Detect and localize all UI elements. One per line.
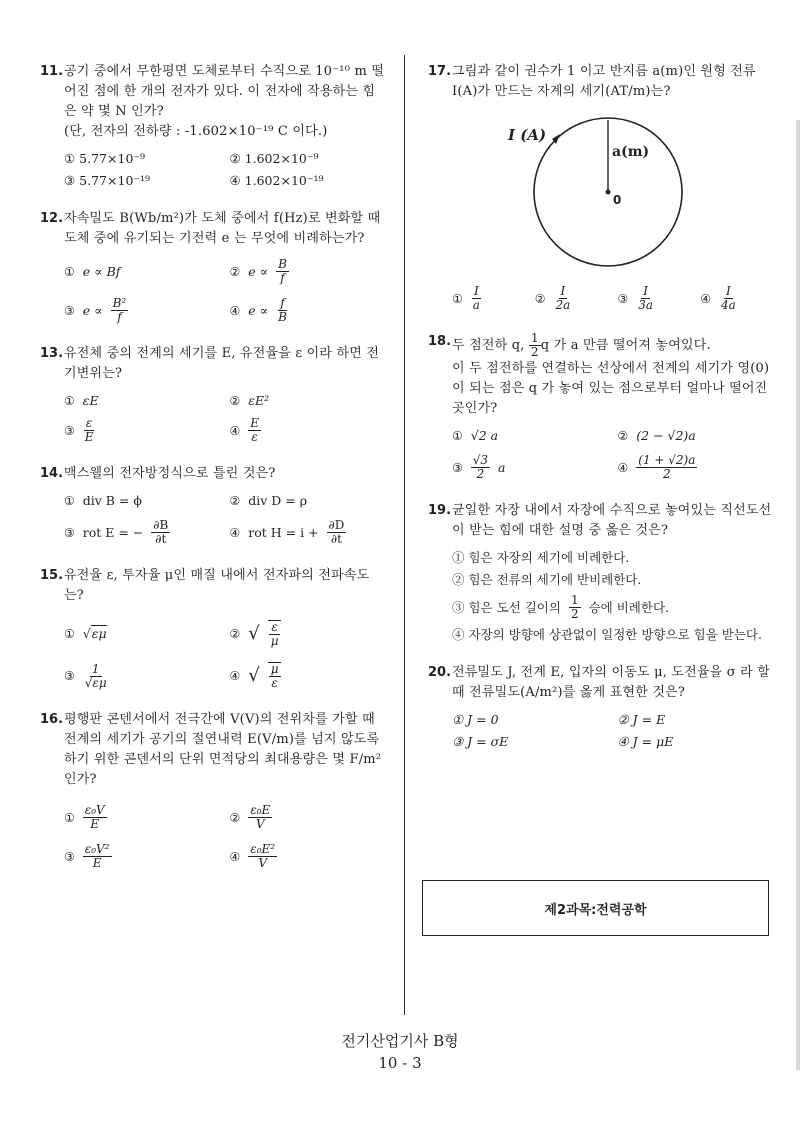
- option-2[interactable]: ② J = E: [617, 712, 666, 727]
- question-text: 이 두 점전하를 연결하는 선상에서 전계의 세기가 영(0)이 되는 점은 q 가 놓여 있는 점으로부터 얼마나 떨어진 곳인가?: [452, 361, 770, 416]
- question-19: [428, 501, 773, 643]
- question-text: 공기 중에서 무한평면 도체로부터 수직으로 10⁻¹⁰ m 떨어진 점에 한 개의 전자가 있다. 이 전자에 작용하는 힘은 약 몇 N 인가?: [64, 64, 385, 119]
- option-2[interactable]: ② $\frac{I}{2a}$: [534, 284, 571, 312]
- fraction: $\frac{E}{\varepsilon}$: [250, 416, 260, 444]
- right-column: [428, 62, 773, 770]
- question-number: 19.: [428, 503, 452, 518]
- center-label: 0: [613, 193, 622, 207]
- question-11: [40, 62, 385, 189]
- exam-title: 전기산업기사 B형: [341, 1032, 459, 1050]
- fraction: $\frac{f}{B}$: [278, 296, 287, 324]
- question-16: [40, 710, 385, 870]
- question-number: 14.: [40, 466, 64, 481]
- fraction: $\frac{1}{2}$: [530, 331, 539, 359]
- fraction: $\frac{I}{3a}$: [638, 284, 654, 312]
- option-2[interactable]: ② √ $\frac{\varepsilon}{\mu}$: [229, 620, 279, 648]
- option-3[interactable]: ③ $\frac{\varepsilon}{E}$: [64, 416, 94, 444]
- question-text: 유전율 ε, 투자율 μ인 매질 내에서 전자파의 전파속도는?: [64, 568, 370, 603]
- option-3[interactable]: ③ e ∝ $\frac{\text{B²}}{f}$: [64, 296, 127, 324]
- question-note: (단, 전자의 전하량 : -1.602×10⁻¹⁹ C 이다.): [64, 124, 328, 139]
- radius-label: a(m): [612, 144, 650, 160]
- option-1[interactable]: ① e ∝ Bf: [64, 263, 121, 279]
- option-2[interactable]: ② (2 − √2)a: [617, 428, 696, 443]
- option-2[interactable]: ② $\frac{\text{ε₀E}}{V}$: [229, 803, 271, 831]
- option-2[interactable]: ② 1.602×10⁻⁹: [229, 151, 319, 166]
- fraction: $\frac{\text{ε₀E}}{V}$: [250, 803, 271, 831]
- option-1[interactable]: ① 5.77×10⁻⁹: [64, 151, 145, 166]
- option-3[interactable]: ③ J = σE: [452, 734, 509, 749]
- column-divider: [404, 55, 405, 1015]
- option-1[interactable]: ① J = 0: [452, 712, 499, 727]
- circular-loop-diagram: [452, 112, 752, 272]
- question-text: 맥스웰의 전자방정식으로 틀린 것은?: [64, 466, 276, 481]
- question-text: 자속밀도 B(Wb/m²)가 도체 중에서 f(Hz)로 변화할 때 도체 중에 유기되는 기전력 e 는 무엇에 비례하는가?: [64, 211, 381, 246]
- option-4[interactable]: ④ $\frac{E}{\varepsilon}$: [229, 416, 260, 444]
- question-text: 그림과 같이 권수가 1 이고 반지름 a(m)인 원형 전류 I(A)가 만드는 자계의 세기(AT/m)는?: [452, 64, 756, 99]
- fraction: $\frac{\partial D}{\partial t}$: [328, 518, 345, 546]
- question-number: 16.: [40, 712, 64, 727]
- page-footer: [0, 1030, 800, 1074]
- option-2[interactable]: ② div D = ρ: [229, 493, 308, 508]
- question-number: 17.: [428, 64, 452, 79]
- question-18: 18. 두 점전하 q, $\frac{1}{2}$ q 가 a 만큼 떨어져 놓여있다. 이 두 점전하를 연결하는 선상에서 전계의 세기가 영(0)이 되는 점은 q 가 놓여 있는 점으로부터 얼마나 떨어진 곳인가? ① √2 a ② (2 − √2)a ③ $\frac{√3}{2}$ a ④ $\frac{(1 + √2)a}{2}$: [428, 332, 773, 481]
- option-4[interactable]: ④ $\frac{\text{ε₀E²}}{V}$: [229, 842, 276, 870]
- question-13: [40, 344, 385, 444]
- question-15: [40, 566, 385, 690]
- fraction: $\frac{\varepsilon}{\mu}$: [268, 620, 281, 648]
- option-1[interactable]: ① √εμ: [64, 626, 107, 641]
- fraction: $\frac{I}{4a}$: [721, 284, 736, 312]
- fraction: $\frac{I}{2a}$: [555, 284, 571, 312]
- option-3[interactable]: ③ 힘은 도선 길이의 $\frac{1}{2}$ 승에 비례한다.: [452, 593, 669, 621]
- option-2[interactable]: ② e ∝ $\frac{B}{f}$: [229, 257, 287, 285]
- option-4[interactable]: ④ √ $\frac{\mu}{\varepsilon}$: [229, 662, 279, 690]
- fraction: $\frac{B}{f}$: [278, 257, 287, 285]
- option-1[interactable]: ① $\frac{\text{ε₀V}}{E}$: [64, 803, 105, 831]
- option-1[interactable]: ① div B = ϕ: [64, 493, 142, 508]
- option-3[interactable]: ③ 5.77×10⁻¹⁹: [64, 173, 151, 188]
- question-14: [40, 464, 385, 546]
- option-4[interactable]: ④ e ∝ $\frac{f}{B}$: [229, 296, 287, 324]
- question-number: 13.: [40, 346, 64, 361]
- option-1[interactable]: ① 힘은 자장의 세기에 비례한다.: [452, 550, 630, 565]
- circular-loop-figure: [452, 112, 773, 276]
- question-text: 평행판 콘덴서에서 전극간에 V(V)의 전위차를 가할 때 전계의 세기가 공기의 절연내력 E(V/m)를 넘지 않도록 하기 위한 콘덴서의 단위 면적당의 최대용량은 몇 F/m² 인가?: [64, 712, 382, 787]
- section-title-box: 제2과목:전력공학: [422, 880, 769, 936]
- question-number: 20.: [428, 665, 452, 680]
- question-20: [428, 663, 773, 750]
- option-1[interactable]: ① εE: [64, 393, 99, 408]
- fraction: $\frac{\text{ε₀V}}{E}$: [84, 803, 105, 831]
- option-4[interactable]: ④ J = μE: [617, 734, 674, 749]
- fraction: $\frac{\text{ε₀V²}}{E}$: [84, 842, 110, 870]
- option-1[interactable]: ① $\frac{I}{a}$: [452, 284, 480, 312]
- page-number: 10 - 3: [378, 1054, 422, 1072]
- current-label: I (A): [508, 126, 547, 144]
- question-12: [40, 209, 385, 324]
- question-number: 18.: [428, 334, 452, 349]
- option-3[interactable]: ③ $\frac{I}{3a}$: [617, 284, 654, 312]
- question-number: 12.: [40, 211, 64, 226]
- option-3[interactable]: ③ $\frac{√3}{2}$ a: [452, 453, 506, 481]
- fraction: $\frac{√3}{2}$: [472, 453, 489, 481]
- question-number: 15.: [40, 568, 64, 583]
- option-4[interactable]: ④ rot H = i + $\frac{\partial D}{\partial t}$: [229, 518, 345, 546]
- question-text: 전류밀도 J, 전계 E, 입자의 이동도 μ, 도전율을 σ 라 할 때 전류밀도(A/m²)를 옳게 표현한 것은?: [452, 665, 771, 700]
- question-17: [428, 62, 773, 312]
- option-4[interactable]: ④ $\frac{I}{4a}$: [700, 284, 736, 312]
- option-4[interactable]: ④ 자장의 방향에 상관없이 일정한 방향으로 힘을 받는다.: [452, 627, 762, 642]
- option-3[interactable]: ③ rot E = − $\frac{\partial B}{\partial t}$: [64, 518, 169, 546]
- question-text: 유전체 중의 전계의 세기를 E, 유전율을 ε 이라 하면 전기변위는?: [64, 346, 380, 381]
- fraction: $\frac{\mu}{\varepsilon}$: [268, 662, 281, 690]
- option-3[interactable]: ③ $\frac{\text{ε₀V²}}{E}$: [64, 842, 110, 870]
- fraction: $\frac{\text{ε₀E²}}{V}$: [250, 842, 276, 870]
- left-column: [40, 62, 385, 890]
- option-1[interactable]: ① √2 a: [452, 428, 499, 443]
- page-edge-shadow: [796, 120, 800, 1070]
- question-number: 11.: [40, 64, 64, 79]
- option-2[interactable]: ② εE²: [229, 393, 270, 408]
- option-4[interactable]: ④ 1.602×10⁻¹⁹: [229, 173, 324, 188]
- option-4[interactable]: ④ $\frac{(1 + √2)a}{2}$: [617, 453, 696, 481]
- option-2[interactable]: ② 힘은 전류의 세기에 반비례한다.: [452, 572, 642, 587]
- fraction: $\frac{\text{B²}}{f}$: [112, 296, 127, 324]
- fraction: $\frac{\varepsilon}{E}$: [84, 416, 94, 444]
- fraction: $\frac{(1 + √2)a}{2}$: [638, 453, 696, 481]
- option-3[interactable]: ③ $\frac{1}{√\varepsilon\mu}$: [64, 661, 107, 690]
- fraction: $\frac{\partial B}{\partial t}$: [153, 518, 169, 546]
- fraction: $\frac{1}{2}$: [570, 593, 579, 621]
- fraction: $\frac{I}{a}$: [472, 284, 480, 312]
- question-text: 균일한 자장 내에서 자장에 수직으로 놓여있는 직선도선이 받는 힘에 대한 설명 중 옳은 것은?: [452, 503, 772, 538]
- fraction: $\frac{1}{√\varepsilon\mu}$: [84, 661, 107, 690]
